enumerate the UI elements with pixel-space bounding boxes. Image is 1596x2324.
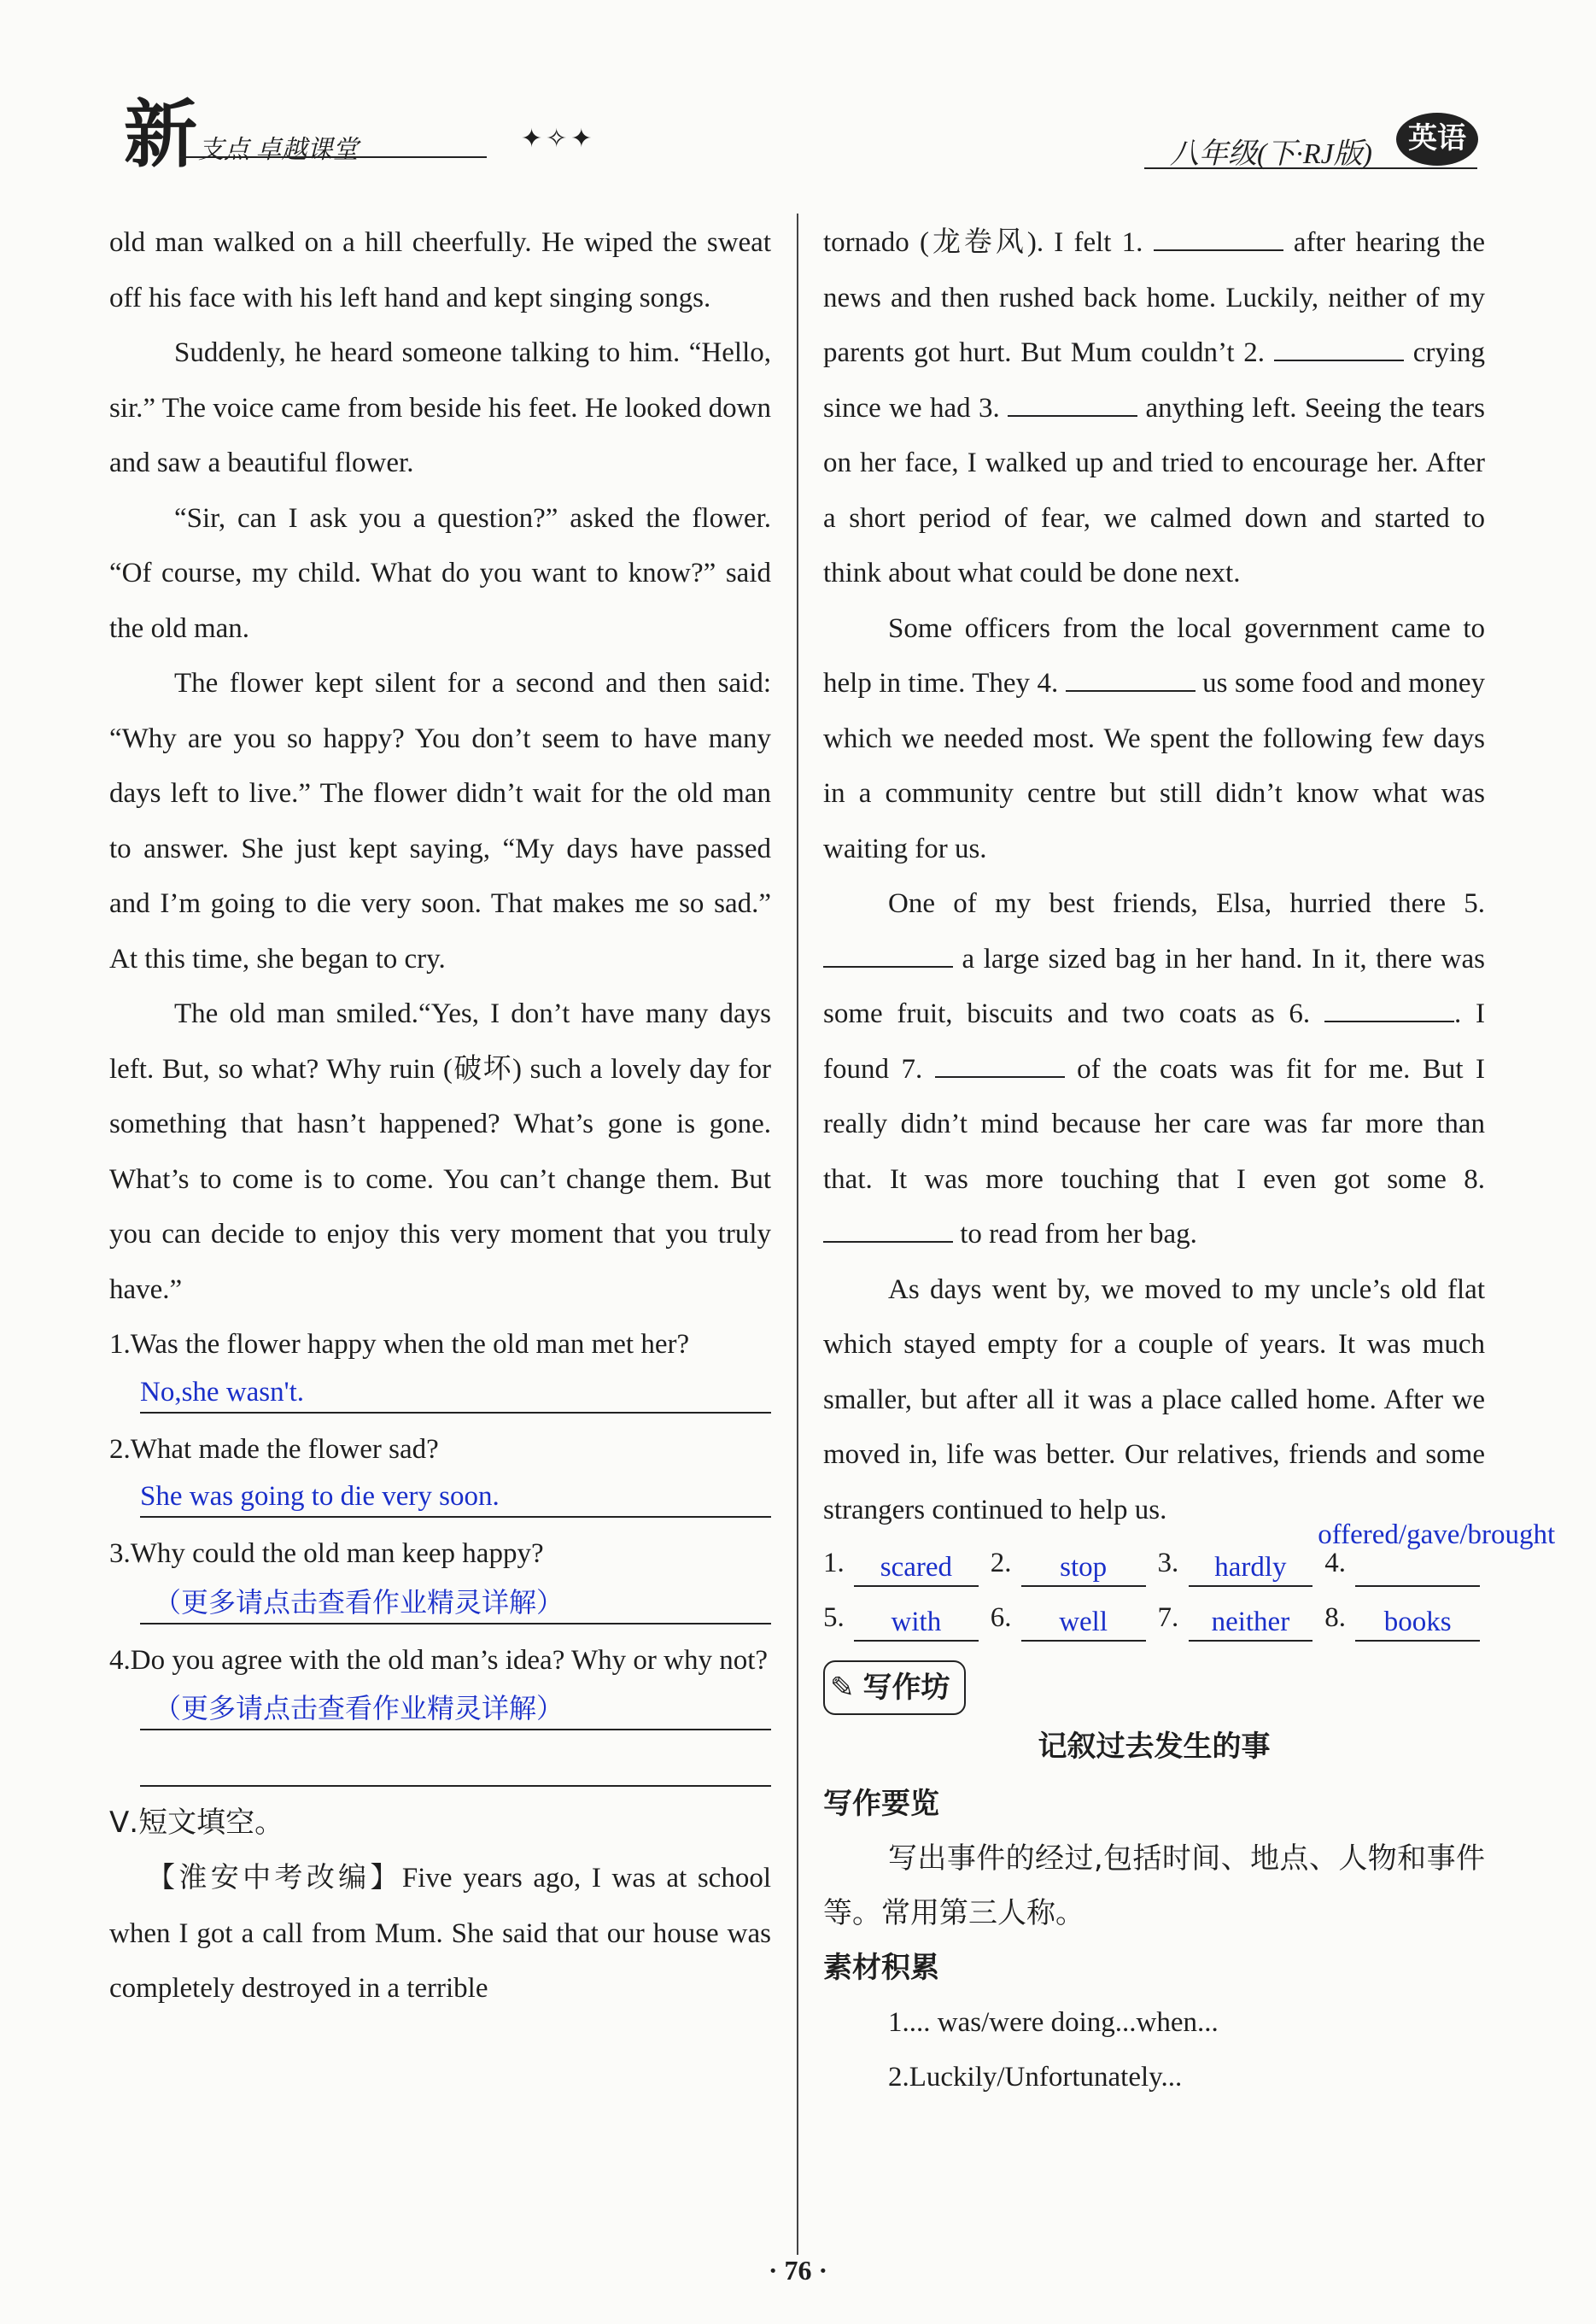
cloze-text: . I found 7. (823, 998, 1485, 1085)
answer-cell (991, 1595, 1151, 1650)
writing-subheading: 写作要览 (823, 1786, 939, 1821)
answer-value: stop (1021, 1549, 1146, 1587)
blank-2 (1274, 336, 1404, 361)
right-column (823, 215, 1556, 2105)
more-details-link[interactable]: （更多请点击查看作业精灵详解） (154, 1585, 564, 1619)
cloze-paragraph (823, 215, 1485, 601)
blank-3 (1008, 391, 1137, 417)
source-tag: 【淮安中考改编】 (147, 1860, 402, 1894)
cloze-text: tornado (龙卷风). I felt 1. (823, 227, 1154, 258)
answer-cell (991, 1541, 1151, 1595)
answer-text: She was going to die very soon. (140, 1481, 500, 1512)
answer-number: 8. (1324, 1601, 1346, 1633)
answer-cell (1324, 1595, 1485, 1650)
answer-number: 4. (1324, 1547, 1346, 1578)
blank-5 (823, 942, 953, 968)
cloze-text: Some officers from the local government came to help in time. They 4. (823, 612, 1485, 699)
section-heading: Ⅴ.短文填空。 (109, 1806, 284, 1840)
answer-value: with (854, 1604, 979, 1642)
blank-7 (935, 1052, 1065, 1078)
answer-cell (823, 1595, 984, 1650)
answer-number: 1. (823, 1547, 845, 1578)
answer-value: hardly (1189, 1549, 1313, 1587)
answer-cell (1158, 1541, 1318, 1595)
answer-underline (1355, 1585, 1480, 1587)
answer-number: 2. (990, 1547, 1012, 1578)
material-item: 1.... was/were doing...when... (888, 2006, 1219, 2038)
answer-cell (1158, 1595, 1318, 1650)
question-text: 2.What made the flower sad? (109, 1433, 439, 1465)
cloze-text: a large sized bag in her hand. In it, there was some fruit, biscuits and two coats as 6. (823, 943, 1485, 1029)
answer-number: 5. (823, 1601, 845, 1633)
page-number: · 76 · (768, 2255, 828, 2286)
header-rule-left (179, 156, 487, 158)
writing-workshop-badge (823, 1660, 966, 1715)
answer-grid (823, 1519, 1556, 1650)
cloze-paragraph (823, 601, 1485, 877)
question-3 (109, 1526, 771, 1624)
story-paragraph: The flower kept silent for a second and then said: “Why are you so happy? You don’t seem to have many days left to live.” The flower didn’t wait for the old man to answer. She just kept saying, “My days have passed and I’m going to die very soon. That makes me so sad.” At this time, she began to cry. (109, 668, 771, 975)
question-4 (109, 1633, 771, 1788)
answer-line (140, 1477, 771, 1518)
story-paragraph: old man walked on a hill cheerfully. He wiped the sweat off his face with his left hand and kept singing songs. (109, 227, 771, 313)
cloze-text: after hearing the news and then rushed back home. Luckily, neither of my parents got hurt. But Mum couldn’t 2. (823, 227, 1485, 368)
more-details-link[interactable]: （更多请点击查看作业精灵详解） (154, 1692, 564, 1724)
cloze-text: us some food and money which we needed most. We spent the following few days in a community centre but still didn’t know what was waiting for us. (823, 668, 1485, 864)
answer-text: No,she wasn't. (140, 1376, 305, 1408)
answer-cell (1318, 1519, 1556, 1595)
column-divider (797, 214, 798, 2255)
badge-label: 写作坊 (862, 1671, 950, 1705)
question-text: 3.Why could the old man keep happy? (109, 1538, 544, 1569)
answer-value: books (1355, 1604, 1480, 1642)
header-rule-right (1144, 167, 1477, 169)
answer-value: well (1021, 1604, 1146, 1642)
answer-number: 3. (1157, 1547, 1179, 1578)
cloze-paragraph: As days went by, we moved to my uncle’s old flat which stayed empty for a couple of years. It was much smaller, but after all it was a place called home. After we moved in, life was better. Our relatives, friends and some strangers continued to help us. (823, 1273, 1485, 1525)
story-paragraph: The old man smiled.“Yes, I don’t have many days left. But, so what? Why ruin (破坏) such a lovely day for something that hasn’t happened? What’s gone is gone. What’s to come is to come. You can’t change them. But you can decide to enjoy this very moment that you truly have.” (109, 998, 771, 1305)
cloze-text: of the coats was fit for me. But I really didn’t mind because her care was far more than that. It was more touching that I even got some 8. (823, 1053, 1485, 1195)
question-text: 4.Do you agree with the old man’s idea? Why or why not? (109, 1644, 769, 1676)
cloze-paragraph (109, 1850, 771, 2017)
page-header (0, 0, 1596, 178)
blank-8 (823, 1217, 953, 1243)
answer-line (140, 1582, 771, 1624)
blank-6 (1324, 997, 1454, 1022)
writing-subheading: 素材积累 (823, 1950, 939, 1985)
answer-number: 7. (1157, 1601, 1179, 1633)
writing-title: 记叙过去发生的事 (1038, 1729, 1271, 1764)
grade-label: 八年级(下·RJ版) (1170, 138, 1373, 170)
series-name: 支点 卓越课堂 (198, 136, 359, 164)
cloze-text: One of my best friends, Elsa, hurried there 5. (888, 888, 1485, 919)
story-paragraph: “Sir, can I ask you a question?” asked the flower. “Of course, my child. What do you want to know?” said the old man. (109, 502, 771, 644)
question-text: 1.Was the flower happy when the old man met her? (109, 1329, 690, 1360)
cloze-paragraph (823, 876, 1485, 1262)
story-paragraph: Suddenly, he heard someone talking to him. “Hello, sir.” The voice came from beside his feet. He looked down and saw a beautiful flower. (109, 337, 771, 478)
answer-line (140, 1373, 771, 1414)
book-logo: 新 (124, 91, 197, 178)
answer-number: 6. (990, 1601, 1012, 1633)
writing-text: 写出事件的经过,包括时间、地点、人物和事件等。常用第三人称。 (823, 1841, 1485, 1930)
material-item: 2.Luckily/Unfortunately... (888, 2062, 1183, 2093)
blank-1 (1154, 225, 1283, 251)
answer-value: scared (854, 1549, 979, 1587)
cloze-text: anything left. Seeing the tears on her face, I walked up and tried to encourage her. After a short period of fear, we calmed down and started to think about what could be done next. (823, 392, 1485, 588)
answer-value: neither (1189, 1604, 1313, 1642)
cloze-text: crying since we had 3. (823, 337, 1485, 424)
question-1 (109, 1317, 771, 1414)
cloze-text: to read from her bag. (953, 1219, 1197, 1250)
answer-value: offered/gave/brought (1318, 1519, 1556, 1550)
left-column (109, 215, 771, 2017)
subject-badge: 英语 (1396, 113, 1478, 166)
answer-line (140, 1688, 771, 1730)
cloze-text: Five years ago, I was at school when I got a call from Mum. She said that our house was completely destroyed in a terrible (109, 1863, 771, 2004)
blank-4 (1066, 666, 1196, 692)
decoration-icon: ✦✧✦ (521, 125, 596, 153)
answer-cell (823, 1541, 984, 1595)
pencil-icon: ✎ (830, 1671, 855, 1705)
question-2 (109, 1422, 771, 1519)
answer-line (140, 1730, 771, 1787)
